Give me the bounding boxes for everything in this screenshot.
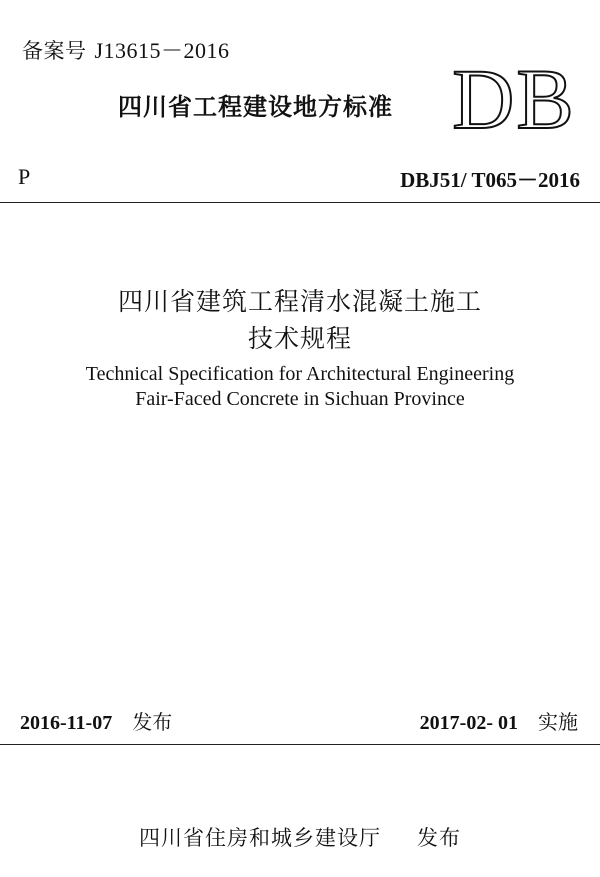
- english-title-line-1: Technical Specification for Architectural Engineering: [85, 363, 515, 385]
- chinese-title: [0, 283, 600, 357]
- publisher-name: 四川省住房和城乡建设厅: [139, 826, 381, 850]
- issue-date: 2016-11-07: [20, 712, 113, 734]
- standard-type-heading: 四川省工程建设地方标准: [118, 93, 393, 121]
- db-logo: [444, 56, 584, 136]
- publish-action: 发布: [417, 826, 461, 850]
- chinese-title-line-1: 四川省建筑工程清水混凝土施工: [117, 287, 482, 316]
- implementation-date: 2017-02- 01: [419, 712, 518, 734]
- publisher-line: [0, 822, 600, 852]
- record-number-line: [22, 34, 230, 65]
- issue-date-block: [20, 706, 172, 735]
- top-divider: [0, 202, 600, 203]
- implementation-label: 实施: [538, 710, 578, 734]
- category-code: P: [18, 164, 31, 189]
- english-title-line-2: Fair-Faced Concrete in Sichuan Province: [135, 388, 465, 410]
- standard-number: DBJ51/ T065－2016: [400, 168, 580, 192]
- chinese-title-line-2: 技术规程: [247, 324, 352, 353]
- implementation-date-block: [420, 706, 578, 735]
- record-label: 备案号: [22, 39, 87, 63]
- english-title: [0, 362, 600, 412]
- bottom-divider: [0, 744, 600, 745]
- db-logo-text: DB: [452, 56, 576, 136]
- issue-label: 发布: [132, 710, 173, 734]
- record-number: J13615－2016: [94, 38, 230, 63]
